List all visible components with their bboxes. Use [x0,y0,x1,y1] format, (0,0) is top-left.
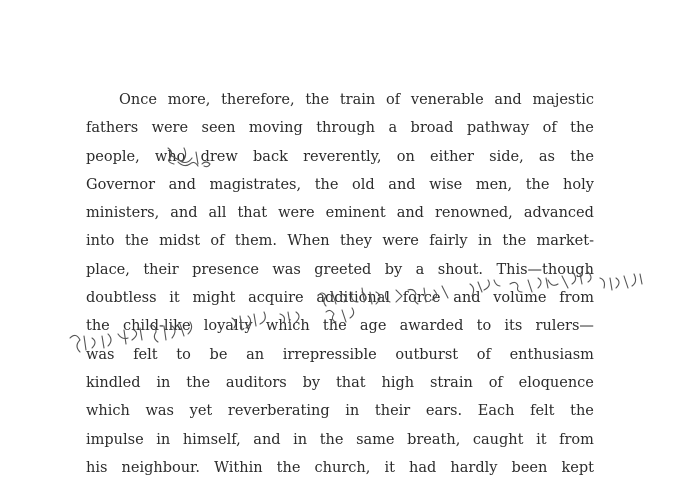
text-line: Once more, therefore, the train of venerable and majestic [119,92,594,108]
text-line: Governor and magistrates, the old and wise men, the holy [86,176,594,193]
text-line: place, their presence was greeted by a shout. This—though [86,261,594,278]
text-line: which was yet reverberating in their ears. Each felt the [86,403,594,420]
body-paragraph [86,86,594,482]
text-line: was felt to be an irrepressible outburst of enthusiasm [86,346,594,363]
text-line: doubtless it might acquire additional force and volume from [86,290,594,307]
text-line: people, who drew back reverently, on either side, as the [86,148,594,165]
text-line: kindled in the auditors by that high strain of eloquence [86,374,594,391]
text-line: ministers, and all that were eminent and renowned, advanced [86,205,594,222]
text-line: his neighbour. Within the church, it had hardly been kept [86,459,594,476]
text-line: into the midst of them. When they were fairly in the market- [86,233,594,250]
text-line: fathers were seen moving through a broad pathway of the [86,120,594,137]
text-line: the child-like loyalty which the age awarded to its rulers— [86,318,594,335]
text-line: impulse in himself, and in the same breath, caught it from [86,431,594,448]
